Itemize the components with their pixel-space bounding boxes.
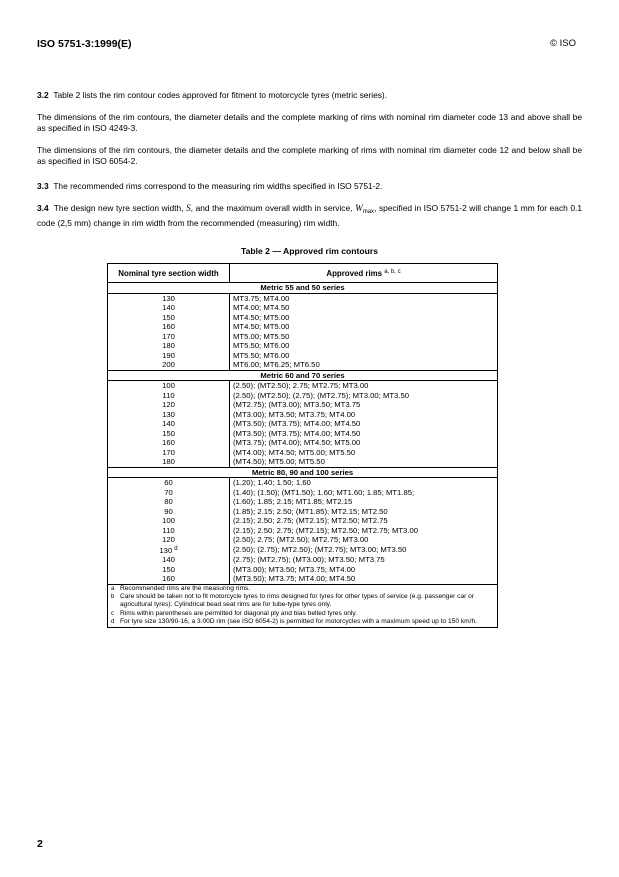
- section-width-value: 110: [162, 525, 175, 535]
- section-width-cell: [108, 497, 230, 507]
- section-width-value: 70: [164, 487, 173, 497]
- table-row: [108, 400, 498, 410]
- section-width-cell: [108, 351, 230, 361]
- symbol-s: S: [186, 203, 191, 213]
- series-group-header: [108, 467, 498, 478]
- section-width-cell: [108, 332, 230, 342]
- approved-rims-cell: (2.50); 2.75; (MT2.50); MT2.75; MT3.00: [230, 535, 498, 545]
- section-width-cell: [108, 535, 230, 545]
- section-width-value: 170: [162, 331, 175, 341]
- section-width-value: 180: [162, 341, 175, 350]
- section-width-cell: [108, 322, 230, 332]
- column-header-approved-rims-label: Approved rims: [326, 269, 383, 278]
- section-width-cell: [108, 438, 230, 448]
- section-width-value: 120: [162, 400, 175, 409]
- approved-rims-cell: (1.60); 1.85; 2.15; MT1.85; MT2.15: [230, 497, 498, 507]
- approved-rims-cell: (MT3.50); (MT3.75); MT4.00; MT4.50: [230, 419, 498, 429]
- approved-rims-cell: (MT3.50); (MT3.75); MT4.00; MT4.50: [230, 429, 498, 439]
- section-width-cell: [108, 555, 230, 565]
- table-row: [108, 574, 498, 584]
- table-header-row: [108, 264, 498, 283]
- approved-rims-cell: MT6.00; MT6.25; MT6.50: [230, 360, 498, 370]
- section-width-value: 200: [162, 360, 175, 369]
- paragraph-dimensions-13: The dimensions of the rim contours, the diameter details and the complete marking of rims with nominal rim diameter code 13 and above shall be as specified in ISO 4249-3.: [37, 112, 582, 133]
- section-width-cell: [108, 565, 230, 575]
- table-row: [108, 303, 498, 313]
- section-width-cell: [108, 457, 230, 467]
- section-width-cell: [108, 545, 230, 556]
- section-width-value: 160: [162, 438, 175, 447]
- section-width-cell: [108, 429, 230, 439]
- section-width-value: 190: [162, 350, 175, 360]
- table-row: [108, 419, 498, 429]
- section-width-value: 170: [162, 447, 175, 457]
- footnote-mark: c: [111, 610, 114, 617]
- series-group-header: [108, 370, 498, 381]
- table-row: [108, 488, 498, 498]
- section-width-cell: [108, 419, 230, 429]
- footnote: [108, 584, 498, 593]
- approved-rims-cell: MT4.50; MT5.00: [230, 313, 498, 323]
- page-number: 2: [37, 838, 43, 850]
- section-width-value: 130: [159, 545, 173, 555]
- document-id: ISO 5751-3:1999(E): [37, 38, 132, 50]
- table-row: [108, 360, 498, 370]
- section-width-cell: [108, 341, 230, 351]
- approved-rims-cell: (2.15); 2.50; 2.75; (MT2.15); MT2.50; MT2.75: [230, 516, 498, 526]
- section-width-cell: [108, 488, 230, 498]
- approved-rims-table: [107, 263, 498, 628]
- approved-rims-cell: MT3.75; MT4.00: [230, 293, 498, 303]
- table-row: [108, 497, 498, 507]
- section-width-cell: [108, 448, 230, 458]
- table-row: [108, 526, 498, 536]
- footnote-row: [108, 610, 498, 618]
- section-width-cell: [108, 410, 230, 420]
- section-width-value: 140: [162, 303, 175, 312]
- series-group-header: [108, 283, 498, 294]
- section-width-value: 130: [162, 409, 175, 419]
- column-header-section-width: Nominal tyre section width: [108, 264, 230, 283]
- footnote-text: For tyre size 130/90-16, a 3.00D rim (see ISO 6054-2) is permitted for motorcycles with a maximum speed up to 150 km/h.: [120, 618, 477, 626]
- section-width-value: 160: [162, 322, 175, 331]
- clause-text: Table 2 lists the rim contour codes approved for fitment to motorcycle tyres (metric series).: [53, 90, 388, 100]
- table-row: [108, 535, 498, 545]
- clause-number: 3.3: [37, 181, 49, 191]
- approved-rims-cell: MT4.00; MT4.50: [230, 303, 498, 313]
- section-width-cell: [108, 381, 230, 391]
- section-width-value: 90: [164, 506, 173, 516]
- footnote-ref: d: [174, 545, 178, 552]
- approved-rims-cell: (2.50); (2.75); MT2.50); (MT2.75); MT3.00; MT3.50: [230, 545, 498, 556]
- table-row: [108, 341, 498, 351]
- approved-rims-cell: (MT4.50); MT5.00; MT5.50: [230, 457, 498, 467]
- section-width-value: 60: [164, 478, 173, 487]
- clause-text-c: , specified in ISO 5751-2 will change 1 mm for each 0.1 code (2,5 mm) change in rim width from the recommended (measuring) rim width.: [37, 203, 583, 228]
- series-group-label: Metric 60 and 70 series: [108, 370, 498, 381]
- table-row: [108, 545, 498, 556]
- section-width-cell: [108, 293, 230, 303]
- table-row: [108, 293, 498, 303]
- table-row: [108, 351, 498, 361]
- footnote-mark: b: [111, 593, 115, 600]
- footnote-mark: d: [111, 619, 115, 626]
- approved-rims-cell: (2.50); (MT2.50); (2.75); (MT2.75); MT3.00; MT3.50: [230, 391, 498, 401]
- section-width-cell: [108, 313, 230, 323]
- footnote-row: [108, 584, 498, 593]
- footnote-text: Recommended rims are the measuring rims.: [120, 584, 251, 592]
- table-row: [108, 448, 498, 458]
- paragraph-dimensions-12: The dimensions of the rim contours, the diameter details and the complete marking of rims with nominal rim diameter code 12 and below shall be as specified in ISO 6054-2.: [37, 145, 582, 166]
- section-width-value: 150: [162, 312, 175, 322]
- footnote-text: Care should be taken not to fit motorcycle tyres to rims designed for tyres for other types of service (e.g. passenger car or agricultural tyres). Cylindrical bead seat rims are for tube-type tyres only.: [120, 592, 475, 609]
- clause-number: 3.2: [37, 90, 49, 100]
- symbol-w: W: [355, 203, 363, 213]
- approved-rims-cell: MT4.50; MT5.00: [230, 322, 498, 332]
- approved-rims-cell: (MT3.00); MT3.50; MT3.75; MT4.00: [230, 565, 498, 575]
- footnote: [108, 593, 498, 610]
- footnote-mark: a: [111, 585, 115, 592]
- table-row: [108, 438, 498, 448]
- paragraph-3-2: [37, 90, 582, 101]
- footnote: [108, 618, 498, 627]
- section-width-cell: [108, 526, 230, 536]
- clause-text-b: , and the maximum overall width in service,: [190, 203, 353, 213]
- table-body: [108, 283, 498, 628]
- table-row: [108, 332, 498, 342]
- footnote-row: [108, 593, 498, 610]
- section-width-value: 130: [162, 293, 175, 303]
- approved-rims-cell: (2.50); (MT2.50); 2.75; MT2.75; MT3.00: [230, 381, 498, 391]
- series-group-label: Metric 55 and 50 series: [108, 283, 498, 294]
- copyright-notice: © ISO: [549, 38, 576, 49]
- section-width-value: 110: [162, 390, 175, 400]
- table-row: [108, 478, 498, 488]
- section-width-value: 150: [162, 564, 175, 574]
- approved-rims-cell: (2.15); 2.50; 2.75; (MT2.15); MT2.50; MT2.75; MT3.00: [230, 526, 498, 536]
- clause-number: 3.4: [37, 203, 49, 213]
- clause-text: The recommended rims correspond to the measuring rim widths specified in ISO 5751-2.: [53, 181, 383, 191]
- footnote: [108, 610, 498, 618]
- section-width-value: 120: [162, 535, 175, 544]
- section-width-value: 140: [162, 555, 175, 564]
- paragraph-3-3: [37, 181, 582, 192]
- approved-rims-cell: MT5.50; MT6.00: [230, 351, 498, 361]
- approved-rims-cell: (1.40); (1.50); (MT1.50); 1.60; MT1.60; 1.85; MT1.85;: [230, 488, 498, 498]
- section-width-value: 160: [162, 574, 175, 583]
- footnote-text: Rims within parentheses are permitted for diagonal ply and bias belted tyres only.: [120, 609, 358, 617]
- approved-rims-cell: (MT4.00); MT4.50; MT5.00; MT5.50: [230, 448, 498, 458]
- section-width-value: 180: [162, 457, 175, 466]
- table-row: [108, 516, 498, 526]
- table-row: [108, 313, 498, 323]
- approved-rims-cell: (1.20); 1.40; 1.50; 1.60: [230, 478, 498, 488]
- section-width-cell: [108, 303, 230, 313]
- column-header-footnote-refs: a, b, c: [384, 269, 401, 275]
- table-row: [108, 507, 498, 517]
- section-width-value: 100: [162, 516, 175, 525]
- section-width-cell: [108, 516, 230, 526]
- section-width-value: 80: [164, 497, 173, 506]
- symbol-w-subscript: max: [362, 209, 375, 215]
- column-header-approved-rims: [230, 264, 498, 283]
- paragraph-3-4: [37, 203, 582, 228]
- approved-rims-cell: (1.85); 2.15; 2.50; (MT1.85); MT2.15; MT2.50: [230, 507, 498, 517]
- section-width-cell: [108, 391, 230, 401]
- footnote-row: [108, 618, 498, 627]
- table-row: [108, 565, 498, 575]
- table-title: Table 2 — Approved rim contours: [240, 246, 379, 256]
- clause-text-a: The design new tyre section width,: [53, 203, 184, 213]
- approved-rims-cell: (2.75); (MT2.75); (MT3.00); MT3.50; MT3.75: [230, 555, 498, 565]
- section-width-value: 100: [162, 381, 175, 390]
- table-row: [108, 457, 498, 467]
- section-width-cell: [108, 574, 230, 584]
- section-width-cell: [108, 360, 230, 370]
- table-row: [108, 381, 498, 391]
- table-row: [108, 555, 498, 565]
- section-width-cell: [108, 400, 230, 410]
- approved-rims-cell: (MT3.00); MT3.50; MT3.75; MT4.00: [230, 410, 498, 420]
- table-row: [108, 429, 498, 439]
- section-width-value: 150: [162, 428, 175, 438]
- section-width-cell: [108, 507, 230, 517]
- section-width-value: 140: [162, 419, 175, 428]
- table-row: [108, 391, 498, 401]
- approved-rims-cell: (MT2.75); (MT3.00); MT3.50; MT3.75: [230, 400, 498, 410]
- approved-rims-cell: MT5.00; MT5.50: [230, 332, 498, 342]
- approved-rims-cell: (MT3.50); MT3.75; MT4.00; MT4.50: [230, 574, 498, 584]
- series-group-label: Metric 80, 90 and 100 series: [108, 467, 498, 478]
- table-row: [108, 322, 498, 332]
- section-width-cell: [108, 478, 230, 488]
- table-row: [108, 410, 498, 420]
- approved-rims-cell: MT5.50; MT6.00: [230, 341, 498, 351]
- approved-rims-cell: (MT3.75); (MT4.00); MT4.50; MT5.00: [230, 438, 498, 448]
